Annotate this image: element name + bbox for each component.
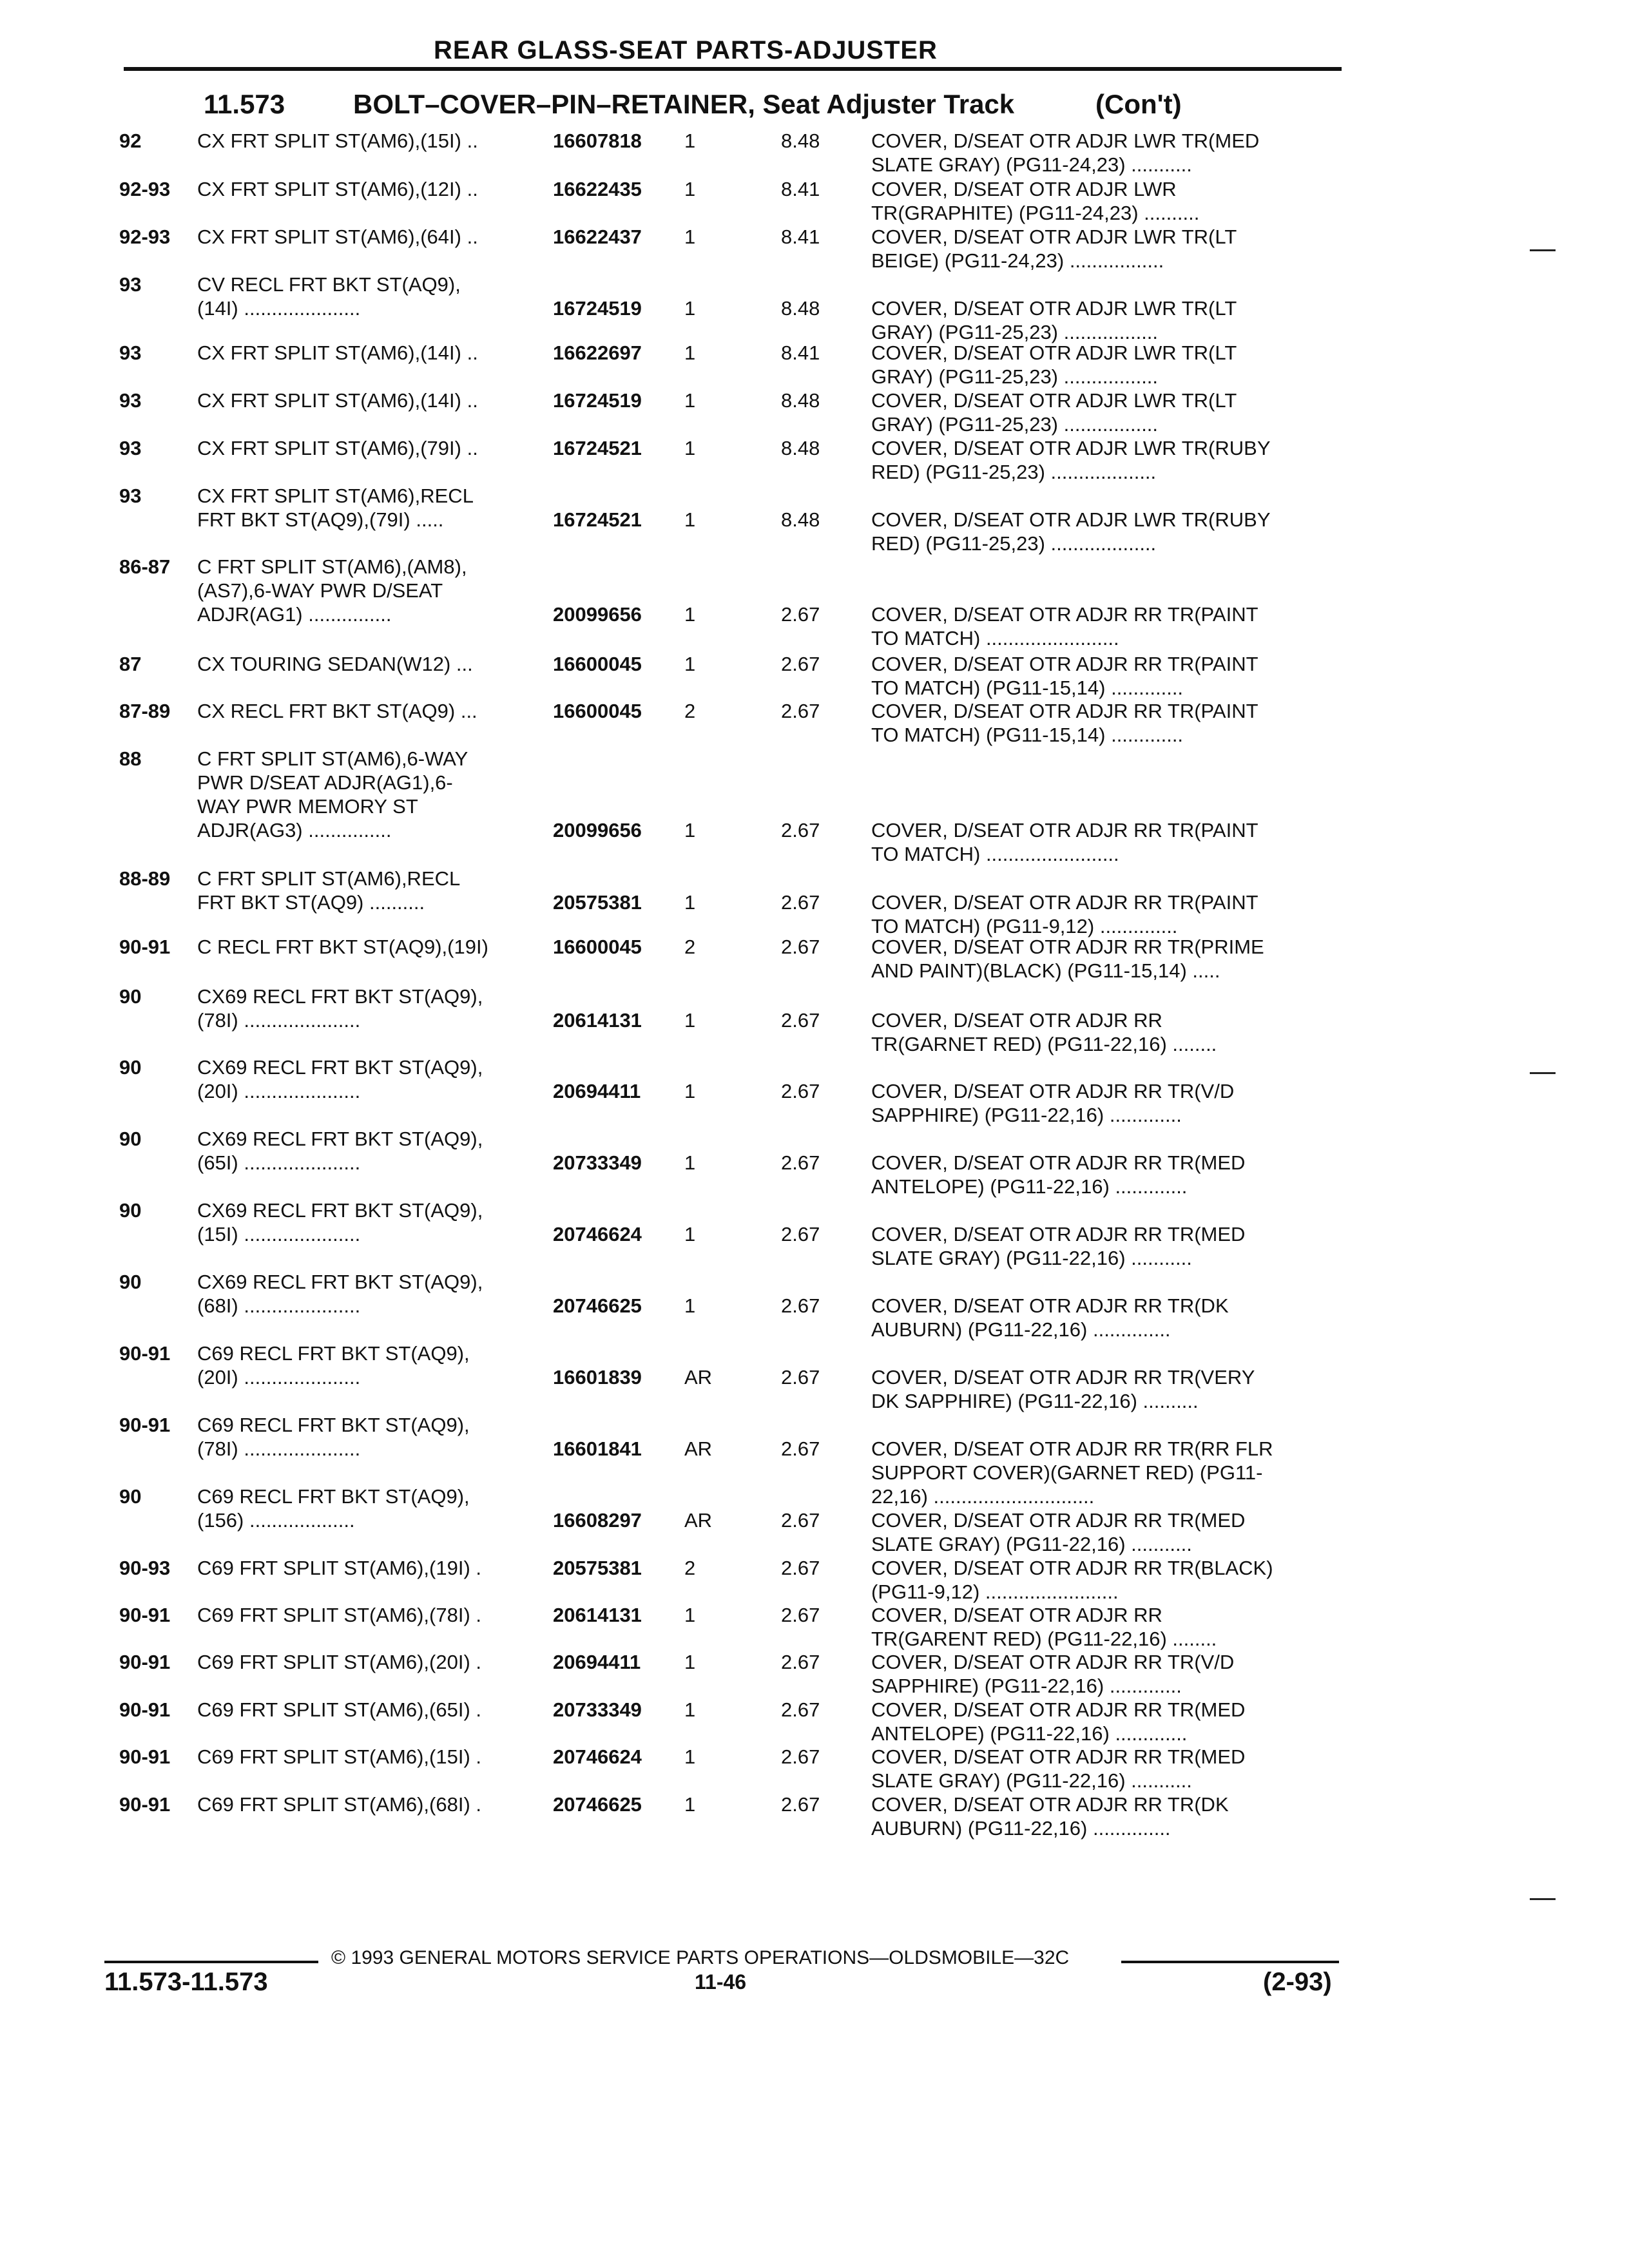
price: 2.67 xyxy=(781,1651,820,1673)
illustration-number: 90-91 xyxy=(119,1414,171,1436)
footer-copyright: © 1993 GENERAL MOTORS SERVICE PARTS OPERATIONS—OLDSMOBILE—32C xyxy=(331,1947,1070,1968)
table-row xyxy=(0,1603,1629,1651)
part-number: 16600045 xyxy=(553,653,642,675)
illustration-number: 93 xyxy=(119,341,142,364)
part-number: 16607818 xyxy=(553,130,642,152)
quantity: AR xyxy=(684,1437,713,1460)
illustration-number: 92 xyxy=(119,130,142,152)
illustration-number: 90 xyxy=(119,1271,142,1293)
price: 8.48 xyxy=(781,437,820,459)
part-description: COVER, D/SEAT OTR ADJR RR TR(MED ANTELOPE) (PG11-22,16) ............. xyxy=(871,1698,1246,1745)
model-description: CX FRT SPLIT ST(AM6),RECL FRT BKT ST(AQ9),(79I) ..... xyxy=(197,485,474,531)
table-row xyxy=(0,129,1629,177)
page-title: REAR GLASS-SEAT PARTS-ADJUSTER xyxy=(434,36,938,64)
price: 8.48 xyxy=(781,297,820,320)
table-row xyxy=(0,1792,1629,1840)
model-description: CX69 RECL FRT BKT ST(AQ9), (78I) ..................... xyxy=(197,985,483,1032)
quantity: 1 xyxy=(684,1223,696,1245)
part-description: COVER, D/SEAT OTR ADJR LWR TR(RUBY RED) (PG11-25,23) ................... xyxy=(871,508,1271,555)
illustration-number: 90-91 xyxy=(119,1793,171,1816)
illustration-number: 93 xyxy=(119,389,142,412)
part-description: COVER, D/SEAT OTR ADJR RR TR(DK AUBURN) (PG11-22,16) .............. xyxy=(871,1793,1229,1840)
price: 8.48 xyxy=(781,389,820,412)
table-row xyxy=(0,1127,1629,1198)
margin-tick xyxy=(1530,1072,1556,1074)
section-number: 11.573 xyxy=(204,89,285,119)
footer-date: (2-93) xyxy=(1263,1968,1332,1996)
table-row xyxy=(0,225,1629,273)
model-description: CX FRT SPLIT ST(AM6),(14I) .. xyxy=(197,341,478,364)
part-description: COVER, D/SEAT OTR ADJR RR TR(V/D SAPPHIRE) (PG11-22,16) ............. xyxy=(871,1651,1235,1697)
quantity: 1 xyxy=(684,1294,696,1317)
model-description: C69 FRT SPLIT ST(AM6),(20I) . xyxy=(197,1651,482,1673)
continued-label: (Con't) xyxy=(1095,89,1182,119)
price: 2.67 xyxy=(781,819,820,841)
part-number: 16622437 xyxy=(553,226,642,248)
price: 2.67 xyxy=(781,1793,820,1816)
price: 2.67 xyxy=(781,891,820,914)
price: 2.67 xyxy=(781,1080,820,1102)
model-description: CX FRT SPLIT ST(AM6),(14I) .. xyxy=(197,389,478,412)
price: 2.67 xyxy=(781,1745,820,1768)
table-row xyxy=(0,935,1629,983)
illustration-number: 90 xyxy=(119,1199,142,1222)
price: 8.48 xyxy=(781,508,820,531)
part-number: 20746625 xyxy=(553,1294,642,1317)
illustration-number: 90-91 xyxy=(119,1651,171,1673)
model-description: CX69 RECL FRT BKT ST(AQ9), (15I) ..................... xyxy=(197,1199,483,1245)
part-description: COVER, D/SEAT OTR ADJR RR TR(V/D SAPPHIRE) (PG11-22,16) ............. xyxy=(871,1080,1235,1126)
price: 2.67 xyxy=(781,700,820,722)
part-description: COVER, D/SEAT OTR ADJR LWR TR(LT GRAY) (PG11-25,23) ................. xyxy=(871,389,1237,436)
table-row xyxy=(0,341,1629,389)
price: 8.41 xyxy=(781,226,820,248)
model-description: C69 FRT SPLIT ST(AM6),(19I) . xyxy=(197,1557,482,1579)
part-description: COVER, D/SEAT OTR ADJR LWR TR(MED SLATE GRAY) (PG11-24,23) ........... xyxy=(871,130,1260,176)
part-number: 16724521 xyxy=(553,508,642,531)
illustration-number: 93 xyxy=(119,437,142,459)
price: 2.67 xyxy=(781,1294,820,1317)
table-row xyxy=(0,652,1629,700)
part-description: COVER, D/SEAT OTR ADJR RR TR(VERY DK SAPPHIRE) (PG11-22,16) .......... xyxy=(871,1366,1255,1412)
illustration-number: 90-91 xyxy=(119,936,171,958)
part-description: COVER, D/SEAT OTR ADJR RR TR(MED ANTELOPE) (PG11-22,16) ............. xyxy=(871,1151,1246,1198)
part-description: COVER, D/SEAT OTR ADJR RR TR(MED SLATE GRAY) (PG11-22,16) ........... xyxy=(871,1509,1246,1555)
quantity: 1 xyxy=(684,1745,696,1768)
price: 8.41 xyxy=(781,178,820,200)
margin-tick xyxy=(1530,249,1556,251)
part-number: 20746625 xyxy=(553,1793,642,1816)
section-description: BOLT–COVER–PIN–RETAINER, Seat Adjuster Track xyxy=(353,89,1015,119)
price: 2.67 xyxy=(781,1509,820,1532)
table-row xyxy=(0,436,1629,484)
part-description: COVER, D/SEAT OTR ADJR LWR TR(RUBY RED) (PG11-25,23) ................... xyxy=(871,437,1271,483)
illustration-number: 87 xyxy=(119,653,142,675)
quantity: 1 xyxy=(684,653,696,675)
price: 2.67 xyxy=(781,653,820,675)
part-description: COVER, D/SEAT OTR ADJR RR TR(GARENT RED) (PG11-22,16) ........ xyxy=(871,1604,1217,1650)
illustration-number: 88-89 xyxy=(119,867,171,890)
model-description: CX69 RECL FRT BKT ST(AQ9), (20I) ..................... xyxy=(197,1056,483,1102)
model-description: C69 FRT SPLIT ST(AM6),(68I) . xyxy=(197,1793,482,1816)
part-number: 20614131 xyxy=(553,1009,642,1032)
footer-section-range: 11.573-11.573 xyxy=(104,1968,268,1996)
part-description: COVER, D/SEAT OTR ADJR RR TR(PAINT TO MATCH) ........................ xyxy=(871,603,1258,649)
model-description: C69 FRT SPLIT ST(AM6),(15I) . xyxy=(197,1745,482,1768)
quantity: 1 xyxy=(684,297,696,320)
illustration-number: 90 xyxy=(119,985,142,1008)
table-row xyxy=(0,555,1629,649)
quantity: AR xyxy=(684,1509,713,1532)
quantity: 1 xyxy=(684,130,696,152)
part-description: COVER, D/SEAT OTR ADJR RR TR(DK AUBURN) (PG11-22,16) .............. xyxy=(871,1294,1229,1341)
part-number: 20694411 xyxy=(553,1651,641,1673)
table-row xyxy=(0,1650,1629,1698)
part-description: COVER, D/SEAT OTR ADJR RR TR(GARNET RED) (PG11-22,16) ........ xyxy=(871,1009,1217,1055)
price: 2.67 xyxy=(781,1604,820,1626)
model-description: C FRT SPLIT ST(AM6),6-WAY PWR D/SEAT ADJR(AG1),6- WAY PWR MEMORY ST ADJR(AG3) ............... xyxy=(197,747,468,841)
illustration-number: 93 xyxy=(119,485,142,507)
model-description: C69 RECL FRT BKT ST(AQ9), (156) ................... xyxy=(197,1485,470,1532)
part-number: 20733349 xyxy=(553,1151,642,1174)
price: 2.67 xyxy=(781,1151,820,1174)
quantity: 1 xyxy=(684,1080,696,1102)
quantity: 1 xyxy=(684,226,696,248)
quantity: 1 xyxy=(684,1604,696,1626)
model-description: CX FRT SPLIT ST(AM6),(12I) .. xyxy=(197,178,478,200)
footer-page-number: 11-46 xyxy=(695,1970,747,1994)
table-row xyxy=(0,747,1629,865)
quantity: 1 xyxy=(684,1793,696,1816)
table-row xyxy=(0,1745,1629,1792)
part-description: COVER, D/SEAT OTR ADJR RR TR(PAINT TO MATCH) (PG11-15,14) ............. xyxy=(871,700,1258,746)
price: 2.67 xyxy=(781,1437,820,1460)
illustration-number: 90 xyxy=(119,1485,142,1508)
price: 2.67 xyxy=(781,1009,820,1032)
part-number: 16622435 xyxy=(553,178,642,200)
table-row xyxy=(0,273,1629,343)
model-description: C RECL FRT BKT ST(AQ9),(19I) xyxy=(197,936,488,958)
part-description: COVER, D/SEAT OTR ADJR LWR TR(GRAPHITE) (PG11-24,23) .......... xyxy=(871,178,1200,224)
part-description: COVER, D/SEAT OTR ADJR RR TR(MED SLATE GRAY) (PG11-22,16) ........... xyxy=(871,1745,1246,1792)
illustration-number: 90 xyxy=(119,1056,142,1079)
part-description: COVER, D/SEAT OTR ADJR LWR TR(LT GRAY) (PG11-25,23) ................. xyxy=(871,297,1237,343)
part-description: COVER, D/SEAT OTR ADJR RR TR(MED SLATE GRAY) (PG11-22,16) ........... xyxy=(871,1223,1246,1269)
quantity: 1 xyxy=(684,437,696,459)
table-row xyxy=(0,1198,1629,1269)
table-row xyxy=(0,867,1629,937)
part-number: 20099656 xyxy=(553,603,642,626)
table-row xyxy=(0,1413,1629,1508)
part-description: COVER, D/SEAT OTR ADJR LWR TR(LT BEIGE) (PG11-24,23) ................. xyxy=(871,226,1237,272)
price: 8.41 xyxy=(781,341,820,364)
illustration-number: 90-93 xyxy=(119,1557,171,1579)
illustration-number: 87-89 xyxy=(119,700,171,722)
model-description: C69 FRT SPLIT ST(AM6),(65I) . xyxy=(197,1698,482,1721)
part-description: COVER, D/SEAT OTR ADJR RR TR(PAINT TO MATCH) (PG11-9,12) .............. xyxy=(871,891,1258,937)
part-number: 20746624 xyxy=(553,1223,642,1245)
part-description: COVER, D/SEAT OTR ADJR RR TR(PAINT TO MATCH) (PG11-15,14) ............. xyxy=(871,653,1258,699)
price: 2.67 xyxy=(781,1366,820,1389)
illustration-number: 90-91 xyxy=(119,1698,171,1721)
illustration-number: 90-91 xyxy=(119,1604,171,1626)
price: 2.67 xyxy=(781,1223,820,1245)
table-row xyxy=(0,1556,1629,1604)
quantity: 1 xyxy=(684,178,696,200)
part-number: 20694411 xyxy=(553,1080,641,1102)
illustration-number: 90 xyxy=(119,1128,142,1150)
quantity: 2 xyxy=(684,936,696,958)
table-row xyxy=(0,389,1629,436)
quantity: 2 xyxy=(684,1557,696,1579)
part-number: 16622697 xyxy=(553,341,642,364)
table-row xyxy=(0,1485,1629,1555)
quantity: 1 xyxy=(684,819,696,841)
price: 2.67 xyxy=(781,936,820,958)
part-number: 20575381 xyxy=(553,891,642,914)
quantity: 1 xyxy=(684,603,696,626)
quantity: 1 xyxy=(684,508,696,531)
part-number: 16600045 xyxy=(553,700,642,722)
illustration-number: 90-91 xyxy=(119,1342,171,1365)
part-number: 20733349 xyxy=(553,1698,642,1721)
model-description: CX69 RECL FRT BKT ST(AQ9), (65I) ..................... xyxy=(197,1128,483,1174)
quantity: 1 xyxy=(684,1009,696,1032)
quantity: 1 xyxy=(684,341,696,364)
part-description: COVER, D/SEAT OTR ADJR LWR TR(LT GRAY) (PG11-25,23) ................. xyxy=(871,341,1237,388)
part-description: COVER, D/SEAT OTR ADJR RR TR(BLACK) (PG11-9,12) ........................ xyxy=(871,1557,1273,1603)
part-number: 20614131 xyxy=(553,1604,642,1626)
quantity: 1 xyxy=(684,389,696,412)
part-description: COVER, D/SEAT OTR ADJR RR TR(PAINT TO MATCH) ........................ xyxy=(871,819,1258,865)
footer-rule-right xyxy=(1121,1961,1339,1963)
illustration-number: 93 xyxy=(119,273,142,296)
illustration-number: 90-91 xyxy=(119,1745,171,1768)
quantity: 1 xyxy=(684,1651,696,1673)
model-description: CX FRT SPLIT ST(AM6),(64I) .. xyxy=(197,226,478,248)
quantity: 1 xyxy=(684,891,696,914)
part-number: 16724521 xyxy=(553,437,642,459)
illustration-number: 92-93 xyxy=(119,178,171,200)
part-number: 16601839 xyxy=(553,1366,642,1389)
part-number: 20575381 xyxy=(553,1557,642,1579)
model-description: CX FRT SPLIT ST(AM6),(15I) .. xyxy=(197,130,478,152)
part-number: 16724519 xyxy=(553,297,642,320)
footer-rule-left xyxy=(104,1961,318,1963)
model-description: CX FRT SPLIT ST(AM6),(79I) .. xyxy=(197,437,478,459)
table-row xyxy=(0,177,1629,225)
model-description: CX69 RECL FRT BKT ST(AQ9), (68I) ..................... xyxy=(197,1271,483,1317)
table-row xyxy=(0,699,1629,747)
quantity: 2 xyxy=(684,700,696,722)
model-description: CX TOURING SEDAN(W12) ... xyxy=(197,653,473,675)
model-description: CV RECL FRT BKT ST(AQ9), (14I) ..................... xyxy=(197,273,461,320)
table-row xyxy=(0,1270,1629,1341)
illustration-number: 86-87 xyxy=(119,555,171,578)
part-number: 16601841 xyxy=(553,1437,642,1460)
table-row xyxy=(0,1698,1629,1745)
model-description: C69 RECL FRT BKT ST(AQ9), (20I) ..................... xyxy=(197,1342,470,1389)
price: 2.67 xyxy=(781,1557,820,1579)
part-description: COVER, D/SEAT OTR ADJR RR TR(RR FLR SUPPORT COVER)(GARNET RED) (PG11- 22,16) ............................. xyxy=(871,1437,1273,1508)
margin-tick xyxy=(1530,1898,1556,1900)
model-description: CX RECL FRT BKT ST(AQ9) ... xyxy=(197,700,477,722)
price: 2.67 xyxy=(781,603,820,626)
table-row xyxy=(0,1055,1629,1126)
part-number: 16608297 xyxy=(553,1509,642,1532)
table-row xyxy=(0,484,1629,555)
part-number: 20746624 xyxy=(553,1745,642,1768)
table-row xyxy=(0,1341,1629,1412)
model-description: C69 FRT SPLIT ST(AM6),(78I) . xyxy=(197,1604,482,1626)
part-number: 20099656 xyxy=(553,819,642,841)
part-description: COVER, D/SEAT OTR ADJR RR TR(PRIME AND PAINT)(BLACK) (PG11-15,14) ..... xyxy=(871,936,1264,982)
part-number: 16600045 xyxy=(553,936,642,958)
price: 8.48 xyxy=(781,130,820,152)
model-description: C69 RECL FRT BKT ST(AQ9), (78I) ..................... xyxy=(197,1414,470,1460)
illustration-number: 92-93 xyxy=(119,226,171,248)
quantity: 1 xyxy=(684,1151,696,1174)
model-description: C FRT SPLIT ST(AM6),RECL FRT BKT ST(AQ9) .......... xyxy=(197,867,461,914)
part-number: 16724519 xyxy=(553,389,642,412)
illustration-number: 88 xyxy=(119,747,142,770)
quantity: 1 xyxy=(684,1698,696,1721)
table-row xyxy=(0,985,1629,1055)
model-description: C FRT SPLIT ST(AM6),(AM8), (AS7),6-WAY PWR D/SEAT ADJR(AG1) ............... xyxy=(197,555,467,626)
quantity: AR xyxy=(684,1366,713,1389)
price: 2.67 xyxy=(781,1698,820,1721)
